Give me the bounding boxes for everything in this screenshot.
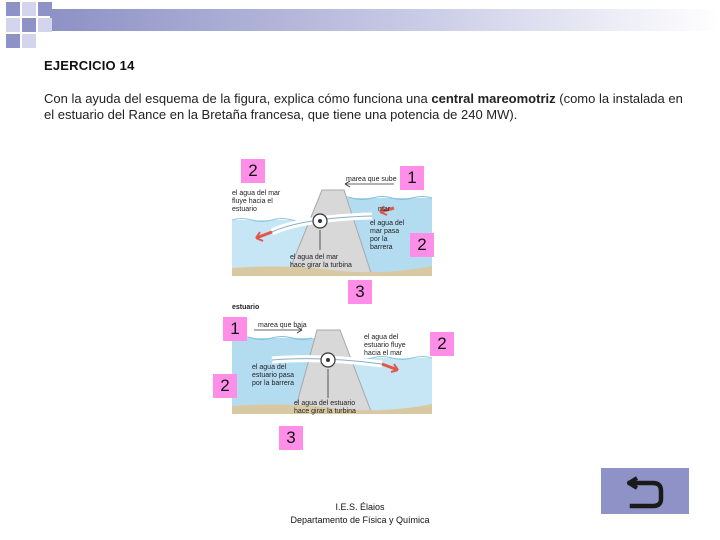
label-tide-falling: marea que baja bbox=[258, 322, 307, 329]
exercise-question: Con la ayuda del esquema de la figura, explica cómo funciona una central mareomotriz (como la instalada en el estuario del Rance en la Bretaña francesa, que tiene una potencia de 240 MW). bbox=[44, 91, 683, 122]
header-square bbox=[22, 18, 36, 32]
exercise-title: EJERCICIO 14 bbox=[44, 58, 135, 73]
header-square bbox=[6, 34, 20, 48]
back-button[interactable] bbox=[601, 468, 689, 514]
diagram-low-tide-drawing bbox=[232, 302, 432, 414]
label-turbine-bottom: el agua del estuario hace girar la turbina bbox=[294, 400, 356, 415]
marker-bottom-1: 1 bbox=[223, 317, 247, 341]
label-turbine-top: el agua del mar hace girar la turbina bbox=[290, 254, 352, 269]
marker-top-2b: 2 bbox=[410, 233, 434, 257]
marker-bottom-2b: 2 bbox=[213, 374, 237, 398]
footer-department: Departamento de Física y Química bbox=[290, 515, 430, 525]
label-sea: mar bbox=[378, 206, 391, 213]
header-square bbox=[22, 2, 36, 16]
return-arrow-icon bbox=[601, 468, 689, 514]
header-square bbox=[38, 18, 52, 32]
label-tide-rising: marea que sube bbox=[346, 176, 397, 183]
label-sea-water-passes: el agua del mar pasa por la barrera bbox=[370, 220, 405, 251]
header-square bbox=[6, 18, 20, 32]
header-square bbox=[22, 34, 36, 48]
label-flow-to-estuary: el agua del mar fluye hacia el estuario bbox=[232, 190, 281, 213]
footer bbox=[260, 501, 460, 527]
footer-school: I.E.S. Élaios bbox=[335, 502, 385, 512]
label-estuary-water-passes: el agua del estuario pasa por la barrera bbox=[252, 364, 295, 387]
header-square bbox=[38, 2, 52, 16]
label-flow-to-sea: el agua del estuario fluye hacia el mar bbox=[364, 334, 406, 357]
marker-top-3: 3 bbox=[348, 280, 372, 304]
marker-top-1: 1 bbox=[400, 166, 424, 190]
marker-top-2a: 2 bbox=[241, 159, 265, 183]
marker-bottom-2a: 2 bbox=[430, 332, 454, 356]
diagram-low-tide bbox=[232, 302, 432, 414]
marker-bottom-3: 3 bbox=[279, 426, 303, 450]
keyword-central-mareomotriz: central mareomotriz bbox=[431, 91, 556, 106]
label-estuary: estuario bbox=[232, 304, 260, 311]
header-gradient-bar bbox=[50, 9, 720, 31]
header-square bbox=[6, 2, 20, 16]
